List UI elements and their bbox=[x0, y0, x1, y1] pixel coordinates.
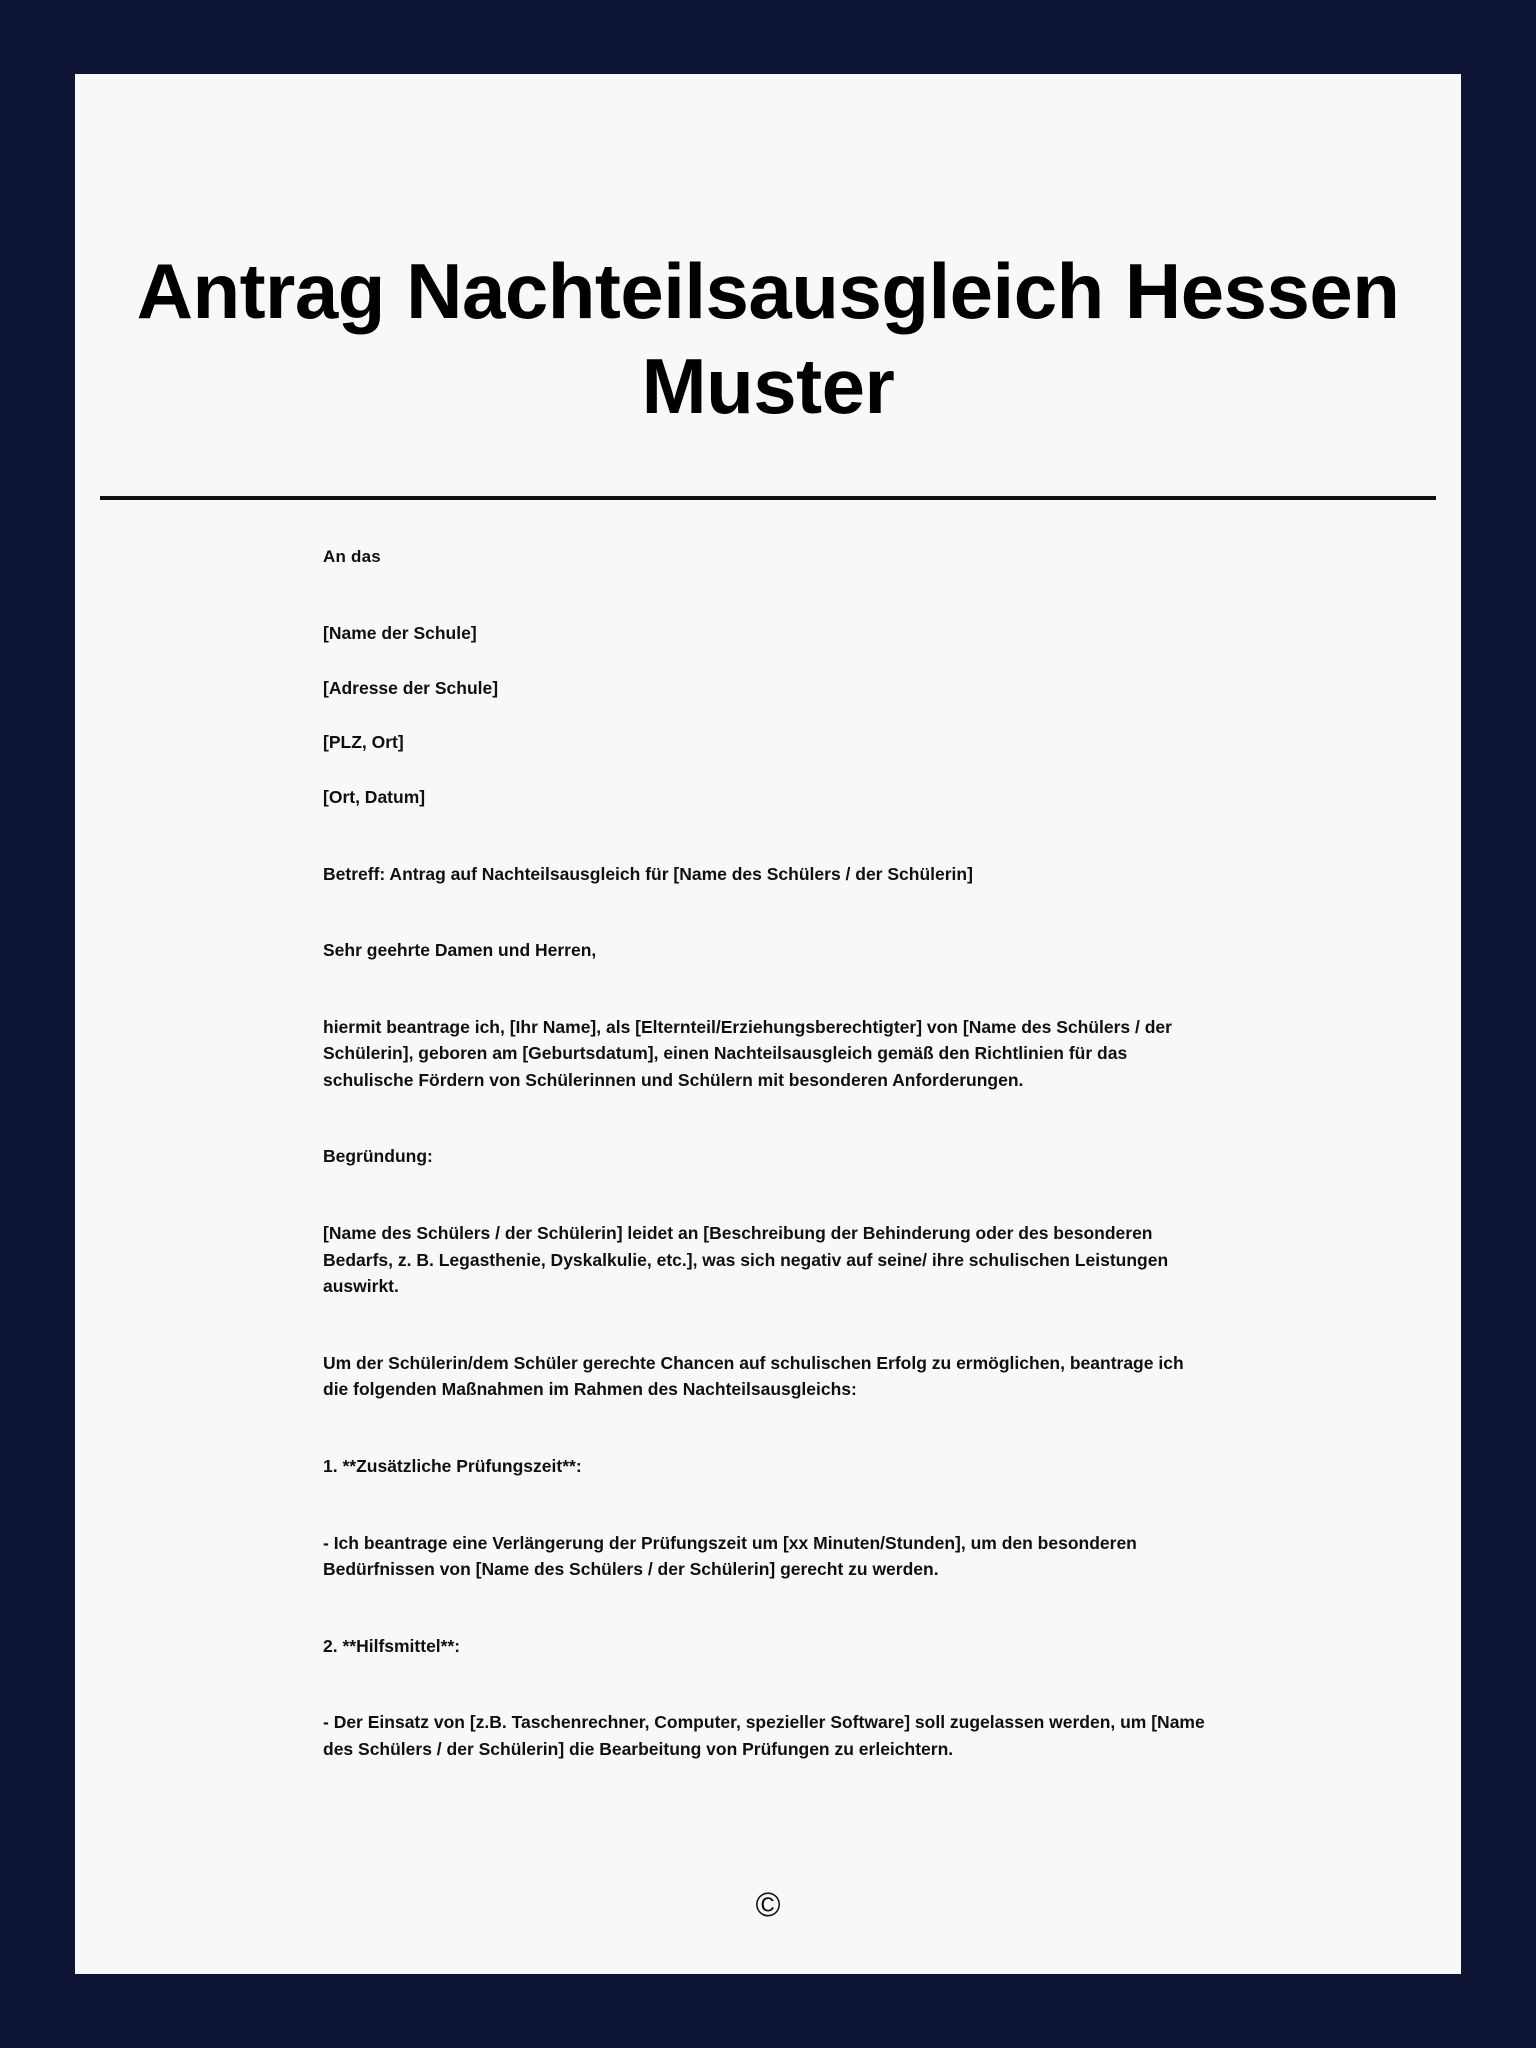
copyright-icon: © bbox=[755, 1886, 781, 1924]
reason-heading: [Name des Schülers / der Schülerin] leidet an [Beschreibung der Behinderung oder des besonderen Bedarfs, z. B. Legasthenie, Dyskalkulie, etc.], was sich negativ auf seine/ ihre schulischen Leistungen auswirkt. bbox=[323, 1223, 1169, 1297]
salutation-line: hiermit beantrage ich, [Ihr Name], als [Elternteil/Erziehungsberechtigter] von [Name des Schülers / der Schülerin], geboren am [Geburtsdatum], einen Nachteilsausgleich gemäß den Richtlinien für das schulische Fördern von Schülerinnen und Schülern mit besonderen Anforderungen. bbox=[323, 1016, 1172, 1090]
recipient-line-school-address: [PLZ, Ort] bbox=[323, 732, 404, 753]
subject-line: Sehr geehrte Damen und Herren, bbox=[323, 940, 597, 961]
request-intro-paragraph: 1. **Zusätzliche Prüfungszeit**: bbox=[323, 1456, 582, 1477]
page-title: Antrag Nachteilsausgleich Hessen Muster bbox=[136, 247, 1400, 431]
document-page bbox=[75, 74, 1461, 1974]
recipient-line-an-das: [Name der Schule] bbox=[323, 623, 477, 644]
recipient-line-school-name: [Adresse der Schule] bbox=[323, 677, 499, 698]
recipient-line-postcode-city: [Ort, Datum] bbox=[323, 786, 426, 807]
measure-1-title: - Ich beantrage eine Verlängerung der Prüfungszeit um [xx Minuten/Stunden], um den besonderen Bedürfnissen von [Name des Schülers / der Schülerin] gerecht zu werden. bbox=[323, 1532, 1137, 1580]
measure-2-title: - Der Einsatz von [z.B. Taschenrechner, Computer, spezieller Software] soll zugelassen werden, um [Name des Schülers / der Schülerin] die Bearbeitung von Prüfungen zu erleichtern. bbox=[323, 1712, 1205, 1760]
document-heading: An das bbox=[323, 547, 381, 567]
measure-1-detail: 2. **Hilfsmittel**: bbox=[323, 1635, 461, 1656]
reason-paragraph: Um der Schülerin/dem Schüler gerechte Chancen auf schulischen Erfolg zu ermöglichen, beantrage ich die folgenden Maßnahmen im Rahmen des Nachteilsausgleichs: bbox=[323, 1352, 1184, 1400]
document-body bbox=[75, 500, 1461, 1762]
place-date-line: Betreff: Antrag auf Nachteilsausgleich für [Name des Schülers / der Schülerin] bbox=[323, 863, 973, 884]
intro-paragraph: Begründung: bbox=[323, 1146, 433, 1167]
